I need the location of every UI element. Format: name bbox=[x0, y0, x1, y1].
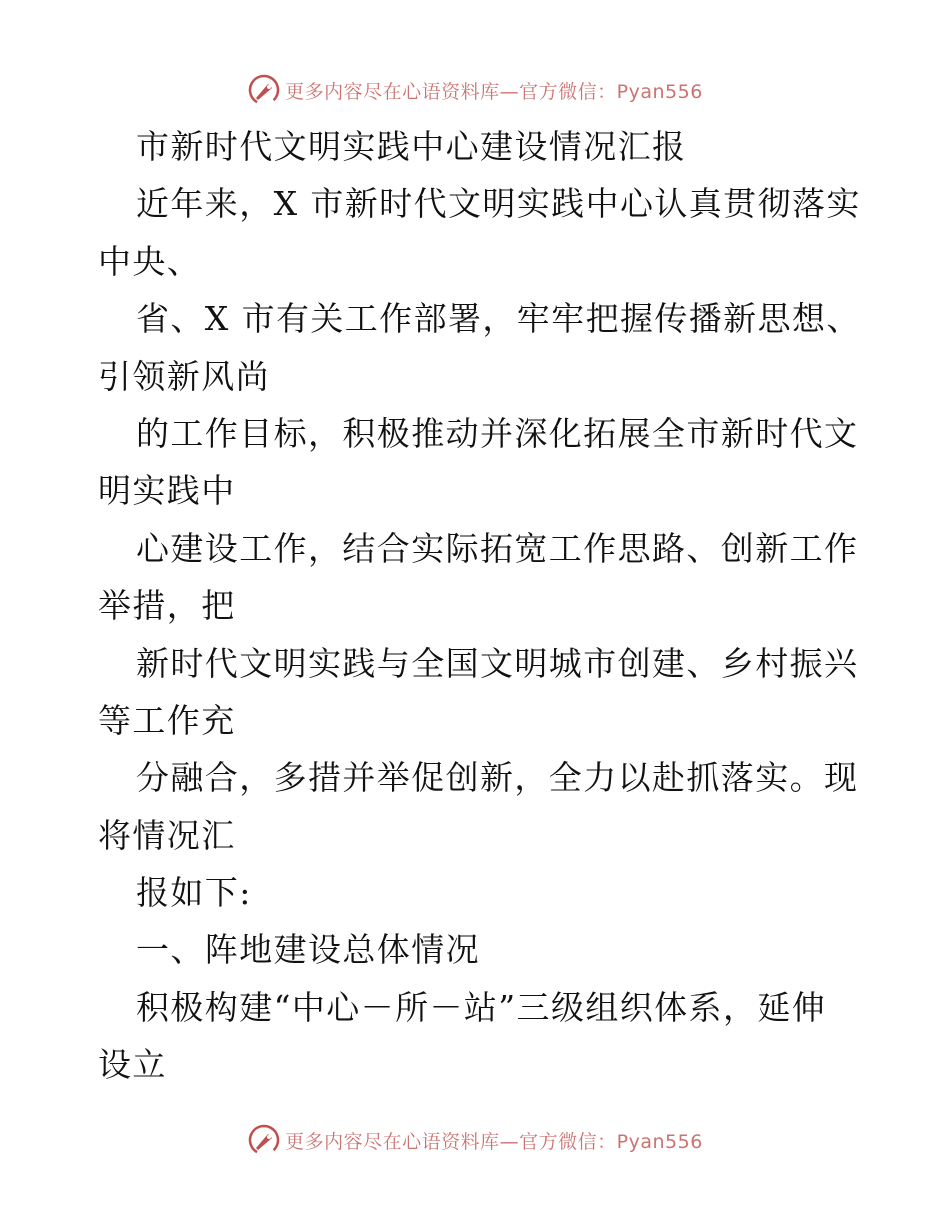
text-line: 设立 bbox=[98, 1045, 167, 1085]
pen-logo-icon bbox=[247, 73, 281, 107]
text-line: 报如下: bbox=[136, 873, 252, 913]
text-line: 市新时代文明实践中心建设情况汇报 bbox=[136, 127, 687, 166]
text-line: 明实践中 bbox=[98, 471, 236, 511]
text-line: 新时代文明实践与全国文明城市创建、乡村振兴 bbox=[136, 643, 859, 683]
text-line: 积极构建“中心－所－站”三级组织体系，延伸 bbox=[136, 987, 827, 1027]
watermark-text: 更多内容尽在心语资料库—官方微信：Pyan556 bbox=[285, 1130, 703, 1153]
watermark-text: 更多内容尽在心语资料库—官方微信：Pyan556 bbox=[285, 80, 703, 103]
text-line: 中央、 bbox=[98, 241, 202, 281]
document-body bbox=[98, 118, 861, 1094]
text-line: 心建设工作，结合实际拓宽工作思路、创新工作 bbox=[136, 528, 859, 568]
footer-watermark bbox=[0, 1120, 950, 1160]
text-line: 近年来，X 市新时代文明实践中心认真贯彻落实 bbox=[136, 184, 861, 224]
header-watermark bbox=[0, 70, 950, 110]
pen-logo-icon bbox=[247, 1123, 281, 1157]
text-line: 的工作目标，积极推动并深化拓展全市新时代文 bbox=[136, 413, 859, 453]
text-line: 举措，把 bbox=[98, 586, 236, 626]
text-line: 等工作充 bbox=[98, 700, 236, 740]
text-line: 一、阵地建设总体情况 bbox=[136, 930, 480, 970]
text-line: 分融合，多措并举促创新，全力以赴抓落实。现 bbox=[136, 758, 859, 798]
text-line: 省、X 市有关工作部署，牢牢把握传播新思想、 bbox=[136, 299, 861, 339]
text-line: 将情况汇 bbox=[98, 815, 236, 855]
text-line: 引领新风尚 bbox=[98, 356, 270, 396]
